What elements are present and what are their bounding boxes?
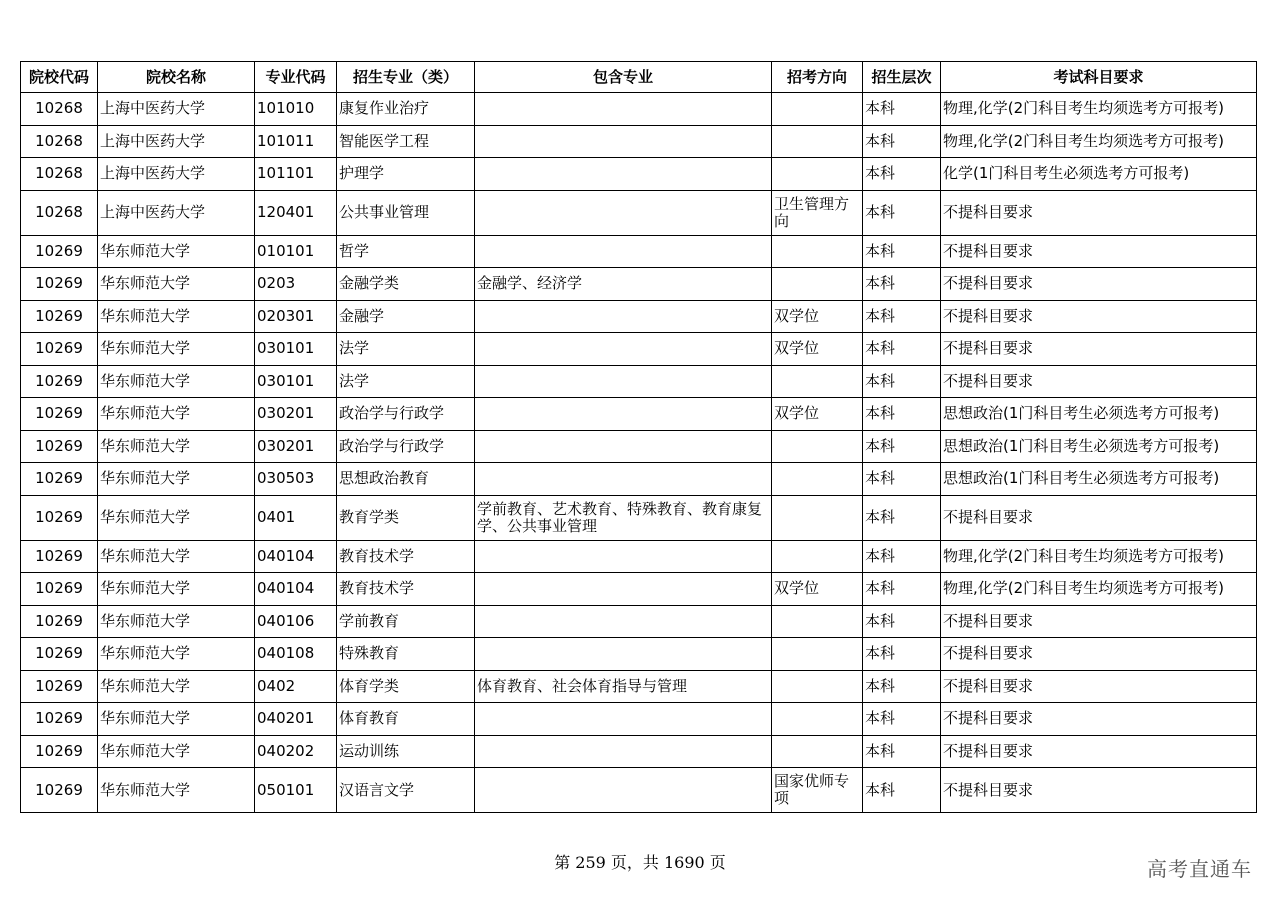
cell-included-majors bbox=[475, 398, 772, 431]
cell-major-name: 体育教育 bbox=[337, 703, 475, 736]
table-row bbox=[21, 333, 1257, 366]
header-level: 招生层次 bbox=[863, 62, 941, 93]
header-subject-requirement: 考试科目要求 bbox=[941, 62, 1257, 93]
cell-major-name: 法学 bbox=[337, 365, 475, 398]
cell-school-code: 10268 bbox=[21, 190, 98, 235]
cell-subject-requirement: 物理,化学(2门科目考生均须选考方可报考) bbox=[941, 540, 1257, 573]
cell-major-name: 政治学与行政学 bbox=[337, 398, 475, 431]
cell-major-name: 特殊教育 bbox=[337, 638, 475, 671]
cell-school-name: 上海中医药大学 bbox=[98, 125, 255, 158]
cell-major-name: 学前教育 bbox=[337, 605, 475, 638]
cell-subject-requirement: 不提科目要求 bbox=[941, 365, 1257, 398]
cell-school-name: 华东师范大学 bbox=[98, 573, 255, 606]
cell-level: 本科 bbox=[863, 398, 941, 431]
cell-major-code: 040202 bbox=[255, 735, 337, 768]
cell-school-name: 华东师范大学 bbox=[98, 540, 255, 573]
table-row bbox=[21, 670, 1257, 703]
header-school-code: 院校代码 bbox=[21, 62, 98, 93]
cell-school-code: 10268 bbox=[21, 93, 98, 126]
cell-major-code: 030201 bbox=[255, 398, 337, 431]
cell-level: 本科 bbox=[863, 540, 941, 573]
cell-direction: 国家优师专项 bbox=[772, 768, 863, 813]
cell-school-name: 华东师范大学 bbox=[98, 333, 255, 366]
cell-direction bbox=[772, 735, 863, 768]
table-row bbox=[21, 300, 1257, 333]
cell-major-code: 040104 bbox=[255, 540, 337, 573]
cell-included-majors bbox=[475, 125, 772, 158]
table-row bbox=[21, 735, 1257, 768]
cell-subject-requirement: 化学(1门科目考生必须选考方可报考) bbox=[941, 158, 1257, 191]
cell-school-code: 10269 bbox=[21, 768, 98, 813]
cell-school-name: 华东师范大学 bbox=[98, 605, 255, 638]
cell-direction bbox=[772, 605, 863, 638]
cell-subject-requirement: 物理,化学(2门科目考生均须选考方可报考) bbox=[941, 125, 1257, 158]
header-major-code: 专业代码 bbox=[255, 62, 337, 93]
header-major-name: 招生专业（类） bbox=[337, 62, 475, 93]
cell-included-majors bbox=[475, 573, 772, 606]
cell-level: 本科 bbox=[863, 703, 941, 736]
cell-subject-requirement: 思想政治(1门科目考生必须选考方可报考) bbox=[941, 430, 1257, 463]
cell-major-name: 康复作业治疗 bbox=[337, 93, 475, 126]
table-row bbox=[21, 638, 1257, 671]
cell-level: 本科 bbox=[863, 268, 941, 301]
cell-included-majors: 学前教育、艺术教育、特殊教育、教育康复学、公共事业管理 bbox=[475, 495, 772, 540]
cell-school-name: 华东师范大学 bbox=[98, 735, 255, 768]
cell-school-name: 上海中医药大学 bbox=[98, 190, 255, 235]
cell-included-majors bbox=[475, 463, 772, 496]
cell-major-name: 教育技术学 bbox=[337, 573, 475, 606]
cell-school-name: 华东师范大学 bbox=[98, 463, 255, 496]
cell-school-name: 华东师范大学 bbox=[98, 670, 255, 703]
cell-included-majors bbox=[475, 430, 772, 463]
cell-school-code: 10269 bbox=[21, 235, 98, 268]
cell-subject-requirement: 不提科目要求 bbox=[941, 703, 1257, 736]
cell-direction: 双学位 bbox=[772, 300, 863, 333]
cell-included-majors bbox=[475, 768, 772, 813]
cell-major-name: 金融学 bbox=[337, 300, 475, 333]
cell-major-code: 050101 bbox=[255, 768, 337, 813]
cell-school-name: 华东师范大学 bbox=[98, 398, 255, 431]
table-row bbox=[21, 540, 1257, 573]
table-row bbox=[21, 703, 1257, 736]
page-number: 第 259 页，共 1690 页 bbox=[554, 853, 726, 872]
cell-subject-requirement: 物理,化学(2门科目考生均须选考方可报考) bbox=[941, 93, 1257, 126]
table-row bbox=[21, 93, 1257, 126]
table-row bbox=[21, 235, 1257, 268]
cell-school-name: 上海中医药大学 bbox=[98, 158, 255, 191]
cell-direction: 双学位 bbox=[772, 333, 863, 366]
cell-major-code: 040201 bbox=[255, 703, 337, 736]
cell-school-name: 上海中医药大学 bbox=[98, 93, 255, 126]
cell-subject-requirement: 不提科目要求 bbox=[941, 495, 1257, 540]
cell-major-code: 020301 bbox=[255, 300, 337, 333]
cell-level: 本科 bbox=[863, 235, 941, 268]
cell-direction bbox=[772, 158, 863, 191]
cell-level: 本科 bbox=[863, 638, 941, 671]
cell-included-majors bbox=[475, 703, 772, 736]
table-header-row bbox=[21, 62, 1257, 93]
cell-major-name: 哲学 bbox=[337, 235, 475, 268]
table-row bbox=[21, 495, 1257, 540]
cell-major-code: 120401 bbox=[255, 190, 337, 235]
header-school-name: 院校名称 bbox=[98, 62, 255, 93]
table-row bbox=[21, 365, 1257, 398]
cell-included-majors bbox=[475, 605, 772, 638]
cell-school-name: 华东师范大学 bbox=[98, 495, 255, 540]
cell-school-name: 华东师范大学 bbox=[98, 430, 255, 463]
cell-subject-requirement: 不提科目要求 bbox=[941, 333, 1257, 366]
cell-major-name: 运动训练 bbox=[337, 735, 475, 768]
cell-direction bbox=[772, 365, 863, 398]
header-included-majors: 包含专业 bbox=[475, 62, 772, 93]
cell-major-code: 030101 bbox=[255, 333, 337, 366]
cell-major-name: 护理学 bbox=[337, 158, 475, 191]
cell-school-code: 10269 bbox=[21, 365, 98, 398]
cell-subject-requirement: 物理,化学(2门科目考生均须选考方可报考) bbox=[941, 573, 1257, 606]
cell-major-name: 法学 bbox=[337, 333, 475, 366]
cell-subject-requirement: 不提科目要求 bbox=[941, 638, 1257, 671]
cell-school-code: 10269 bbox=[21, 333, 98, 366]
cell-direction: 双学位 bbox=[772, 573, 863, 606]
cell-school-code: 10269 bbox=[21, 573, 98, 606]
cell-level: 本科 bbox=[863, 768, 941, 813]
cell-school-code: 10269 bbox=[21, 540, 98, 573]
cell-level: 本科 bbox=[863, 670, 941, 703]
cell-subject-requirement: 思想政治(1门科目考生必须选考方可报考) bbox=[941, 398, 1257, 431]
cell-direction bbox=[772, 495, 863, 540]
cell-major-name: 教育技术学 bbox=[337, 540, 475, 573]
cell-level: 本科 bbox=[863, 605, 941, 638]
cell-major-code: 101011 bbox=[255, 125, 337, 158]
cell-direction bbox=[772, 670, 863, 703]
cell-school-code: 10269 bbox=[21, 463, 98, 496]
table-row bbox=[21, 398, 1257, 431]
table-body bbox=[21, 93, 1257, 813]
cell-subject-requirement: 不提科目要求 bbox=[941, 190, 1257, 235]
cell-school-name: 华东师范大学 bbox=[98, 235, 255, 268]
cell-major-code: 0401 bbox=[255, 495, 337, 540]
cell-direction bbox=[772, 638, 863, 671]
cell-level: 本科 bbox=[863, 93, 941, 126]
cell-included-majors bbox=[475, 300, 772, 333]
cell-school-code: 10268 bbox=[21, 158, 98, 191]
cell-included-majors bbox=[475, 158, 772, 191]
cell-level: 本科 bbox=[863, 573, 941, 606]
table-row bbox=[21, 463, 1257, 496]
cell-major-name: 体育学类 bbox=[337, 670, 475, 703]
cell-level: 本科 bbox=[863, 190, 941, 235]
cell-direction bbox=[772, 235, 863, 268]
cell-major-name: 公共事业管理 bbox=[337, 190, 475, 235]
table-row bbox=[21, 158, 1257, 191]
cell-level: 本科 bbox=[863, 333, 941, 366]
cell-level: 本科 bbox=[863, 300, 941, 333]
cell-school-code: 10269 bbox=[21, 605, 98, 638]
cell-included-majors: 体育教育、社会体育指导与管理 bbox=[475, 670, 772, 703]
cell-school-code: 10269 bbox=[21, 430, 98, 463]
cell-major-code: 0402 bbox=[255, 670, 337, 703]
cell-level: 本科 bbox=[863, 463, 941, 496]
cell-major-code: 030503 bbox=[255, 463, 337, 496]
cell-included-majors bbox=[475, 365, 772, 398]
cell-level: 本科 bbox=[863, 735, 941, 768]
cell-subject-requirement: 不提科目要求 bbox=[941, 235, 1257, 268]
cell-major-name: 政治学与行政学 bbox=[337, 430, 475, 463]
table-row bbox=[21, 768, 1257, 813]
cell-major-code: 040104 bbox=[255, 573, 337, 606]
cell-included-majors: 金融学、经济学 bbox=[475, 268, 772, 301]
cell-subject-requirement: 不提科目要求 bbox=[941, 670, 1257, 703]
cell-direction bbox=[772, 268, 863, 301]
cell-included-majors bbox=[475, 735, 772, 768]
cell-major-code: 010101 bbox=[255, 235, 337, 268]
cell-included-majors bbox=[475, 540, 772, 573]
table-row bbox=[21, 573, 1257, 606]
table-row bbox=[21, 190, 1257, 235]
cell-major-code: 030101 bbox=[255, 365, 337, 398]
cell-included-majors bbox=[475, 638, 772, 671]
cell-major-name: 汉语言文学 bbox=[337, 768, 475, 813]
cell-major-code: 030201 bbox=[255, 430, 337, 463]
cell-major-code: 101101 bbox=[255, 158, 337, 191]
cell-school-code: 10269 bbox=[21, 638, 98, 671]
cell-included-majors bbox=[475, 333, 772, 366]
cell-school-code: 10269 bbox=[21, 703, 98, 736]
cell-included-majors bbox=[475, 190, 772, 235]
table-row bbox=[21, 605, 1257, 638]
cell-school-code: 10269 bbox=[21, 268, 98, 301]
admission-table bbox=[20, 61, 1257, 813]
cell-level: 本科 bbox=[863, 495, 941, 540]
cell-subject-requirement: 不提科目要求 bbox=[941, 300, 1257, 333]
cell-school-name: 华东师范大学 bbox=[98, 268, 255, 301]
cell-major-code: 101010 bbox=[255, 93, 337, 126]
cell-subject-requirement: 不提科目要求 bbox=[941, 605, 1257, 638]
cell-level: 本科 bbox=[863, 365, 941, 398]
cell-direction bbox=[772, 463, 863, 496]
cell-school-name: 华东师范大学 bbox=[98, 638, 255, 671]
cell-direction bbox=[772, 430, 863, 463]
cell-major-name: 智能医学工程 bbox=[337, 125, 475, 158]
cell-major-code: 040108 bbox=[255, 638, 337, 671]
cell-major-name: 思想政治教育 bbox=[337, 463, 475, 496]
watermark-logo: 高考直通车 bbox=[1147, 857, 1252, 881]
cell-school-name: 华东师范大学 bbox=[98, 300, 255, 333]
cell-school-code: 10269 bbox=[21, 670, 98, 703]
cell-subject-requirement: 不提科目要求 bbox=[941, 768, 1257, 813]
cell-school-code: 10269 bbox=[21, 398, 98, 431]
cell-level: 本科 bbox=[863, 430, 941, 463]
cell-direction bbox=[772, 540, 863, 573]
cell-subject-requirement: 思想政治(1门科目考生必须选考方可报考) bbox=[941, 463, 1257, 496]
cell-included-majors bbox=[475, 93, 772, 126]
cell-direction bbox=[772, 93, 863, 126]
cell-school-name: 华东师范大学 bbox=[98, 365, 255, 398]
cell-major-code: 040106 bbox=[255, 605, 337, 638]
cell-school-code: 10269 bbox=[21, 495, 98, 540]
cell-level: 本科 bbox=[863, 125, 941, 158]
cell-direction bbox=[772, 703, 863, 736]
cell-school-code: 10268 bbox=[21, 125, 98, 158]
cell-major-name: 教育学类 bbox=[337, 495, 475, 540]
cell-direction: 卫生管理方向 bbox=[772, 190, 863, 235]
table-row bbox=[21, 125, 1257, 158]
cell-level: 本科 bbox=[863, 158, 941, 191]
table-row bbox=[21, 430, 1257, 463]
cell-subject-requirement: 不提科目要求 bbox=[941, 735, 1257, 768]
cell-school-name: 华东师范大学 bbox=[98, 703, 255, 736]
cell-major-name: 金融学类 bbox=[337, 268, 475, 301]
header-direction: 招考方向 bbox=[772, 62, 863, 93]
cell-direction bbox=[772, 125, 863, 158]
cell-direction: 双学位 bbox=[772, 398, 863, 431]
cell-school-code: 10269 bbox=[21, 735, 98, 768]
table-row bbox=[21, 268, 1257, 301]
cell-major-code: 0203 bbox=[255, 268, 337, 301]
cell-included-majors bbox=[475, 235, 772, 268]
cell-school-name: 华东师范大学 bbox=[98, 768, 255, 813]
cell-school-code: 10269 bbox=[21, 300, 98, 333]
cell-subject-requirement: 不提科目要求 bbox=[941, 268, 1257, 301]
